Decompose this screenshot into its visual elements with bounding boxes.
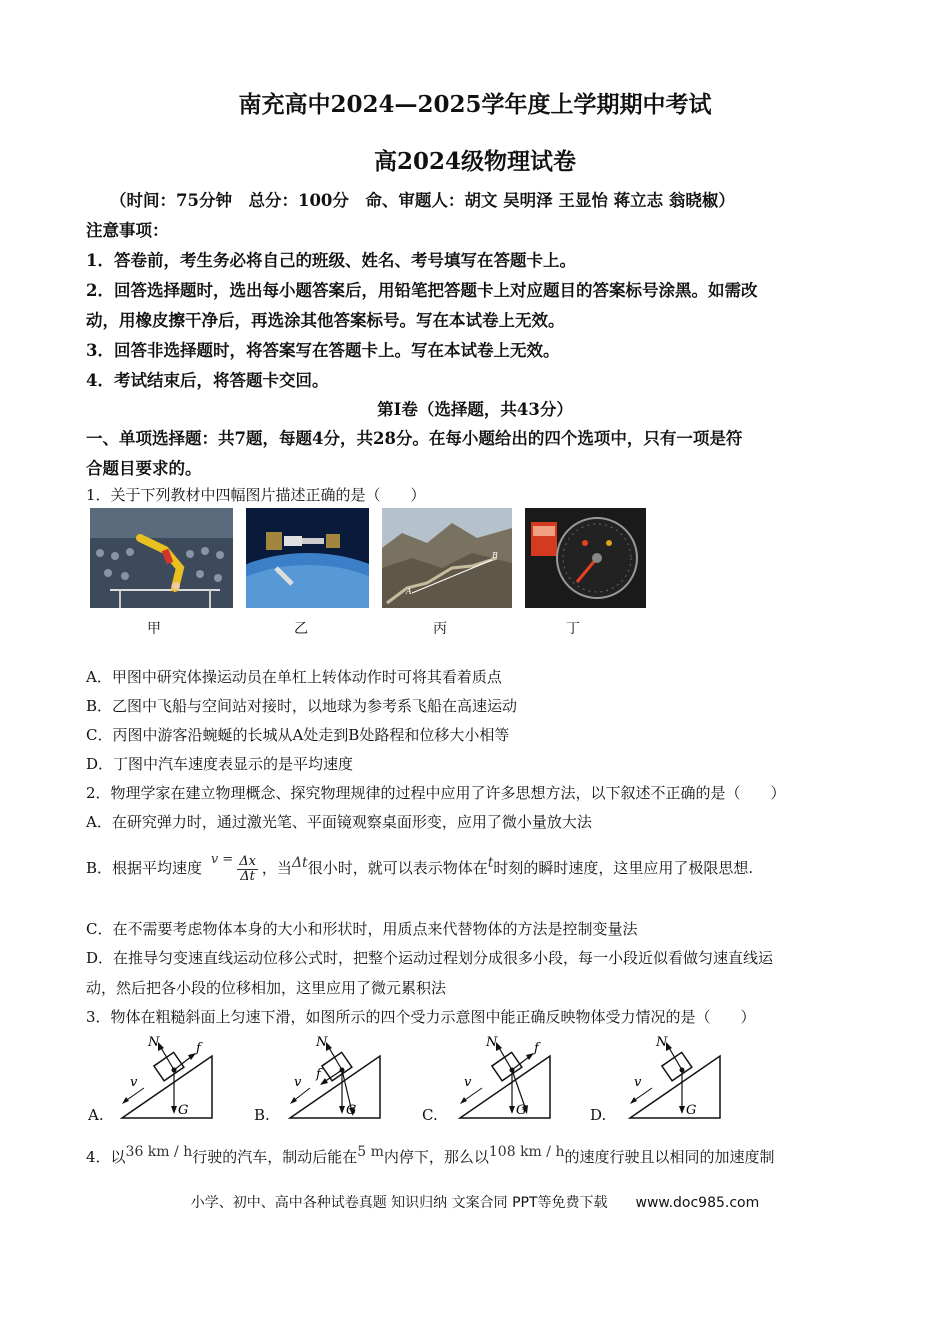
label-G: G (346, 1103, 357, 1118)
q2-b-prefix: B．根据平均速度 (86, 859, 203, 877)
section-heading-b: 合题目要求的。 (86, 459, 202, 478)
label-N: N (486, 1035, 498, 1050)
distance-5m: 5 m (357, 1144, 384, 1160)
label-N: N (316, 1035, 328, 1050)
q4-stem (86, 1144, 866, 1167)
q3-option-d-label: D. (590, 1106, 607, 1124)
force-diagram-d (620, 1030, 760, 1125)
force-diagram-c (450, 1030, 590, 1125)
q2-b-mid2: 很小时，就可以表示物体在 (307, 859, 488, 877)
great-wall-photo (382, 508, 512, 608)
exam-title: 南充高中2024—2025学年度上学期期中考试 (238, 91, 712, 118)
note-1: 1．答卷前，考生务必将自己的班级、姓名、考号填写在答题卡上。 (86, 251, 576, 270)
q1-stem: 1．关于下列教材中四幅图片描述正确的是（ ） (86, 486, 426, 504)
delta-t-symbol: Δt (291, 855, 308, 871)
note-2b: 动，用橡皮擦干净后，再选涂其他答案标号。写在本试卷上无效。 (86, 311, 565, 330)
note-2a: 2．回答选择题时，选出每小题答案后，用铅笔把答题卡上对应题目的答案标号涂黑。如需改 (86, 281, 758, 300)
note-4: 4．考试结束后，将答题卡交回。 (86, 371, 329, 390)
svg-text:A: A (406, 587, 412, 596)
q1-option-a: A．甲图中研究体操运动员在单杠上转体动作时可将其看着质点 (86, 668, 502, 686)
speed-108: 108 km / h (488, 1144, 565, 1160)
caption-yi: 乙 (294, 621, 308, 637)
q2-option-c: C．在不需要考虑物体本身的大小和形状时，用质点来代替物体的方法是控制变量法 (86, 920, 638, 938)
label-G: G (516, 1103, 527, 1118)
caption-bing: 丙 (433, 621, 447, 637)
q1-option-c: C．丙图中游客沿蜿蜒的长城从A处走到B处路程和位移大小相等 (86, 726, 510, 744)
q2-b-mid1: ，当 (261, 859, 292, 877)
gymnast-photo (90, 508, 233, 608)
label-v: v (294, 1075, 302, 1090)
q3-option-a-label: A. (88, 1106, 104, 1124)
part1-heading: 第Ⅰ卷（选择题，共43分） (377, 400, 573, 419)
label-N: N (148, 1035, 160, 1050)
caption-jia: 甲 (147, 621, 161, 637)
caption-ding: 丁 (566, 621, 580, 637)
q2-option-d1: D．在推导匀变速直线运动位移公式时，把整个运动过程划分成很多小段，每一小段近似看做匀速直线运 (86, 949, 774, 967)
q3-option-c-label: C. (422, 1106, 438, 1124)
label-v: v (130, 1075, 138, 1090)
label-f: f (534, 1041, 539, 1056)
q2-option-b (86, 840, 866, 884)
t-symbol: t (487, 855, 494, 871)
label-v: v (464, 1075, 472, 1090)
velocity-symbol: v = (210, 852, 234, 867)
fraction-numerator: Δx (239, 853, 256, 869)
label-v: v (634, 1075, 642, 1090)
footer-ad: 小学、初中、高中各种试卷真题 知识归纳 文案合同 PPT等免费下载 www.doc985.com (190, 1195, 760, 1211)
q1-option-b: B．乙图中飞船与空间站对接时，以地球为参考系飞船在高速运动 (86, 697, 518, 715)
q4-mid2: 内停下，那么以 (383, 1148, 489, 1166)
label-G: G (178, 1103, 189, 1118)
exam-subtitle: 高2024级物理试卷 (373, 148, 576, 175)
spacecraft-photo (246, 508, 369, 608)
q2-stem: 2．物理学家在建立物理概念、探究物理规律的过程中应用了许多思想方法，以下叙述不正确的是（ ） (86, 784, 786, 802)
q4-post: 的速度行驶且以相同的加速度制 (564, 1148, 775, 1166)
force-diagram-a (112, 1030, 252, 1125)
q2-option-a: A．在研究弹力时，通过激光笔、平面镜观察桌面形变，应用了微小量放大法 (86, 813, 592, 831)
label-N: N (656, 1035, 668, 1050)
speed-36: 36 km / h (125, 1144, 193, 1160)
svg-text:B: B (492, 551, 498, 560)
note-3: 3．回答非选择题时，将答案写在答题卡上。写在本试卷上无效。 (86, 341, 560, 360)
q3-stem: 3．物体在粗糙斜面上匀速下滑，如图所示的四个受力示意图中能正确反映物体受力情况的是（ ） (86, 1008, 756, 1026)
fraction-denominator: Δt (240, 868, 255, 884)
q4-pre: 4．以 (86, 1148, 126, 1166)
q1-option-d: D．丁图中汽车速度表显示的是平均速度 (86, 755, 354, 773)
exam-info: （时间：75分钟 总分：100分 命、审题人：胡文 吴明泽 王显怡 蒋立志 翁晓椒） (110, 191, 735, 210)
q4-mid1: 行驶的汽车，制动后能在 (192, 1148, 358, 1166)
q2-option-d2: 动，然后把各小段的位移相加，这里应用了微元累积法 (86, 979, 447, 997)
q2-b-post: 时刻的瞬时速度，这里应用了极限思想. (493, 859, 754, 877)
label-f: f (196, 1041, 201, 1056)
section-heading-a: 一、单项选择题：共7题，每题4分，共28分。在每小题给出的四个选项中，只有一项是符 (86, 429, 743, 448)
q3-option-b-label: B. (254, 1106, 270, 1124)
avg-velocity-fraction (237, 855, 258, 884)
label-G: G (686, 1103, 697, 1118)
force-diagram-b (280, 1030, 420, 1125)
notes-heading: 注意事项： (86, 221, 169, 240)
label-f: f (316, 1067, 321, 1082)
speedometer-photo (525, 508, 646, 608)
